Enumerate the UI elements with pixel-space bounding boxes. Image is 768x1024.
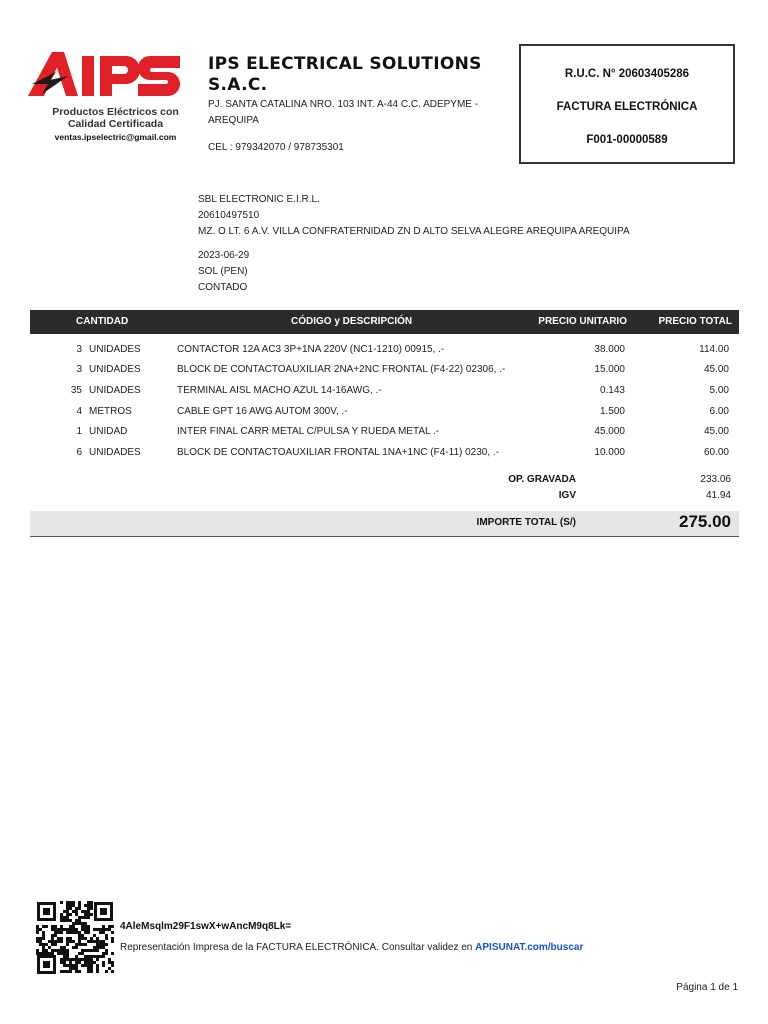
col-quantity: CANTIDAD: [76, 316, 129, 327]
company-email: ventas.ipselectric@gmail.com: [54, 132, 177, 142]
ruc-box: [519, 44, 735, 164]
verify-link[interactable]: APISUNAT.com/buscar: [475, 942, 584, 953]
company-phone: CEL : 979342070 / 978735301: [208, 142, 344, 153]
row-qty: 1: [76, 426, 82, 437]
row-desc: INTER FINAL CARR METAL C/PULSA Y RUEDA METAL .-: [177, 426, 440, 437]
row-unit: METROS: [89, 406, 132, 417]
op-gravada-label: OP. GRAVADA: [508, 474, 576, 485]
igv-label: IGV: [558, 490, 576, 501]
col-total: PRECIO TOTAL: [658, 316, 732, 327]
row-price: 15.000: [594, 364, 625, 375]
issue-date-value: 2023-06-29: [198, 250, 250, 261]
document-hash: 4AleMsqlm29F1swX+wAncM9q8Lk=: [120, 921, 292, 932]
row-unit: UNIDADES: [89, 344, 141, 355]
row-unit: UNIDADES: [89, 364, 141, 375]
ips-logo-icon: [28, 50, 188, 100]
row-price: 45.000: [594, 426, 625, 437]
summary-row: [30, 474, 739, 490]
table-row: [30, 381, 739, 401]
op-gravada-value: 233.06: [700, 474, 731, 485]
row-qty: 35: [70, 385, 82, 396]
legend-text: [120, 942, 583, 953]
row-unit: UNIDAD: [89, 426, 128, 437]
page-number: Página 1 de 1: [676, 982, 738, 993]
table-row: [30, 443, 739, 463]
total-bar: [30, 511, 739, 537]
row-total: 45.00: [703, 364, 729, 375]
row-desc: BLOCK DE CONTACTOAUXILIAR FRONTAL 1NA+1NC (F4-11) 0230, .-: [177, 447, 500, 458]
row-desc: BLOCK DE CONTACTOAUXILIAR 2NA+2NC FRONTAL (F4-22) 02306, .-: [177, 364, 506, 375]
logo-tagline-line2: Calidad Certificada: [67, 118, 164, 130]
table-row: [30, 340, 739, 360]
row-unit: UNIDADES: [89, 447, 141, 458]
row-total: 114.00: [699, 344, 729, 355]
client-ruc-value: 20610497510: [198, 210, 260, 221]
row-desc: CONTACTOR 12A AC3 3P+1NA 220V (NC1-1210) 00915, .-: [177, 344, 445, 355]
row-price: 0.143: [599, 385, 625, 396]
invoice-number: F001-00000589: [586, 134, 668, 146]
table-row: [30, 360, 739, 380]
qr-code-graphic: [36, 901, 114, 975]
row-qty: 3: [76, 364, 82, 375]
row-qty: 3: [76, 344, 82, 355]
row-desc: TERMINAL AISL MACHO AZUL 14-16AWG, .-: [177, 385, 382, 396]
row-price: 10.000: [594, 447, 625, 458]
client-address-value: MZ. O LT. 6 A.V. VILLA CONFRATERNIDAD ZN D ALTO SELVA ALEGRE AREQUIPA AREQUIPA: [198, 226, 630, 237]
total-label: IMPORTE TOTAL (S/): [476, 517, 576, 528]
document-type: FACTURA ELECTRÓNICA: [556, 101, 698, 113]
row-desc: CABLE GPT 16 AWG AUTOM 300V, .-: [177, 406, 348, 417]
company-name: IPS ELECTRICAL SOLUTIONS S.A.C.: [208, 54, 482, 95]
row-total: 5.00: [709, 385, 729, 396]
currency-value: SOL (PEN): [198, 266, 248, 277]
row-total: 60.00: [703, 447, 729, 458]
col-unit-price: PRECIO UNITARIO: [538, 316, 627, 327]
company-address: PJ. SANTA CATALINA NRO. 103 INT. A-44 C.C. ADEPYME - AREQUIPA: [208, 99, 479, 126]
qr-code-icon: [36, 901, 114, 975]
row-price: 1.500: [599, 406, 625, 417]
row-qty: 6: [76, 447, 82, 458]
legend-body: Representación Impresa de la FACTURA ELECTRÓNICA. Consultar validez en: [120, 942, 476, 953]
col-description: CÓDIGO y DESCRIPCIÓN: [291, 316, 413, 327]
row-qty: 4: [76, 406, 82, 417]
row-total: 6.00: [709, 406, 729, 417]
items-table-header: [30, 310, 739, 334]
ruc-number: R.U.C. N° 20603405286: [564, 68, 690, 80]
client-name-value: SBL ELECTRONIC E.I.R.L.: [198, 194, 320, 205]
payment-method-value: CONTADO: [198, 282, 248, 293]
row-unit: UNIDADES: [89, 385, 141, 396]
table-row: [30, 402, 739, 422]
logo-tagline-line1: Productos Eléctricos con: [52, 106, 179, 118]
row-total: 45.00: [703, 426, 729, 437]
summary-row: [30, 490, 739, 506]
company-logo: [28, 50, 188, 146]
total-value: 275.00: [679, 512, 731, 531]
igv-value: 41.94: [705, 490, 731, 501]
row-price: 38.000: [594, 344, 625, 355]
table-row: [30, 422, 739, 442]
